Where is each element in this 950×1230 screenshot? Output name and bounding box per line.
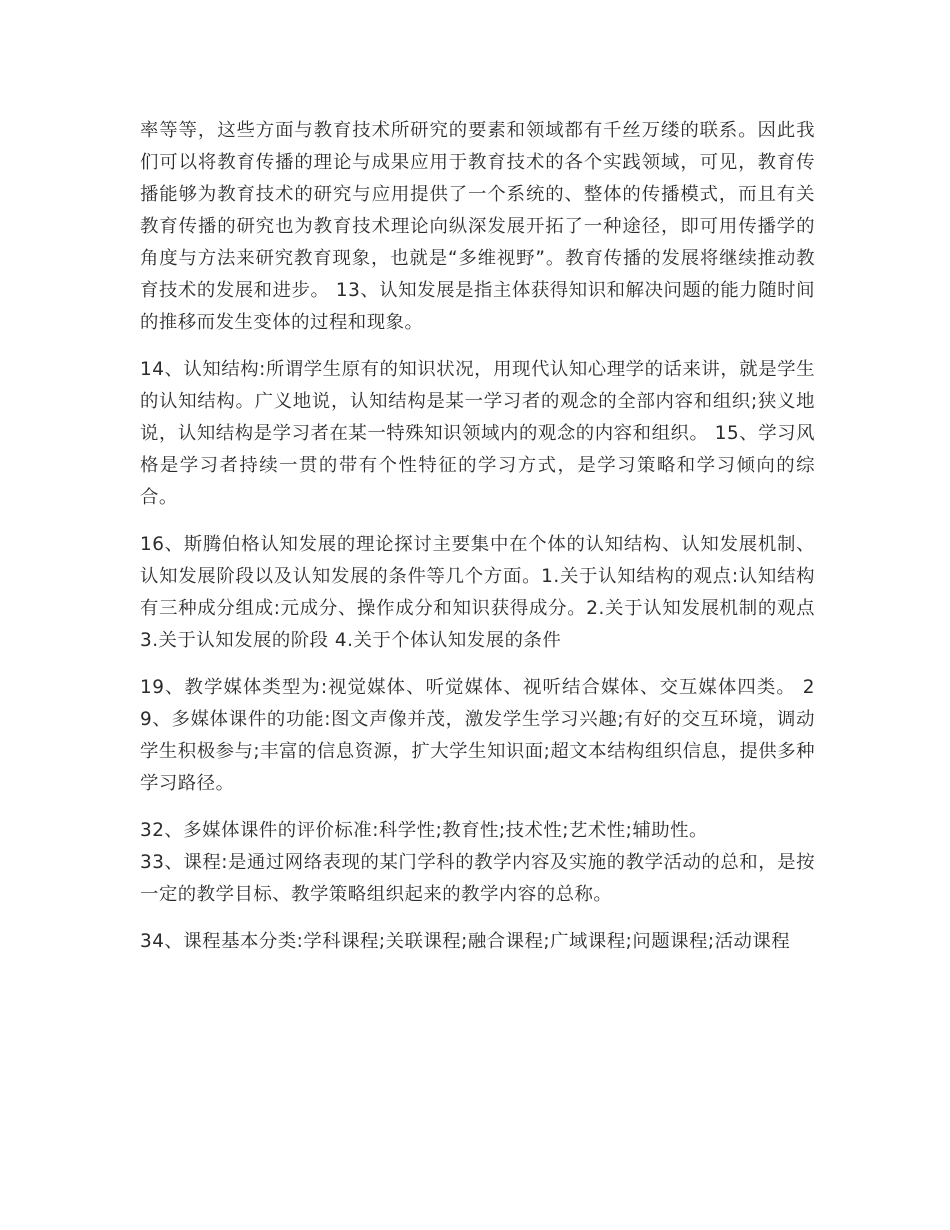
paragraph-educational-communication: 率等等，这些方面与教育技术所研究的要素和领域都有千丝万缕的联系。因此我们可以将教育传播的理论与成果应用于教育技术的各个实践领域，可见，教育传播能够为教育技术的研究与应用提供了一个系统的、整体的传播模式，而且有关教育传播的研究也为教育技术理论向纵深发展开拓了一种途径，即可用传播学的角度与方法来研究教育现象，也就是“多维视野”。教育传播的发展将继续推动教育技术的发展和进步。 13、认知发展是指主体获得知识和解决问题的能力随时间的推移而发生变体的过程和现象。 <box>140 120 815 333</box>
paragraph-cognitive-structure: 14、认知结构:所谓学生原有的知识状况，用现代认知心理学的话来讲，就是学生的认知结构。广义地说，认知结构是某一学习者的观念的全部内容和组织;狭义地说，认知结构是学习者在某一特殊知识领域内的观念的内容和组织。 15、学习风格是学习者持续一贯的带有个性特征的学习方式，是学习策略和学习倾向的综合。 <box>140 359 815 508</box>
paragraph-teaching-media: 19、教学媒体类型为:视觉媒体、听觉媒体、视听结合媒体、交互媒体四类。 29、多媒体课件的功能:图文声像并茂，激发学生学习兴趣;有好的交互环境，调动学生积极参与;丰富的信息资源，扩大学生知识面;超文本结构组织信息，提供多种学习路径。 <box>140 677 815 794</box>
paragraph-course-categories: 34、课程基本分类:学科课程;关联课程;融合课程;广域课程;问题课程;活动课程 <box>140 931 791 952</box>
paragraph-sternberg-theory: 16、斯腾伯格认知发展的理论探讨主要集中在个体的认知结构、认知发展机制、认知发展阶段以及认知发展的条件等几个方面。1.关于认知结构的观点:认知结构有三种成分组成:元成分、操作成分和知识获得成分。2.关于认知发展机制的观点 3.关于认知发展的阶段 4.关于个体认知发展的条件 <box>140 534 815 651</box>
paragraph-courseware-evaluation: 32、多媒体课件的评价标准:科学性;教育性;技术性;艺术性;辅助性。 <box>140 820 708 841</box>
paragraph-course-definition: 33、课程:是通过网络表现的某门学科的教学内容及实施的教学活动的总和，是按一定的教学目标、教学策略组织起来的教学内容的总称。 <box>140 852 815 905</box>
document-body <box>140 115 815 973</box>
